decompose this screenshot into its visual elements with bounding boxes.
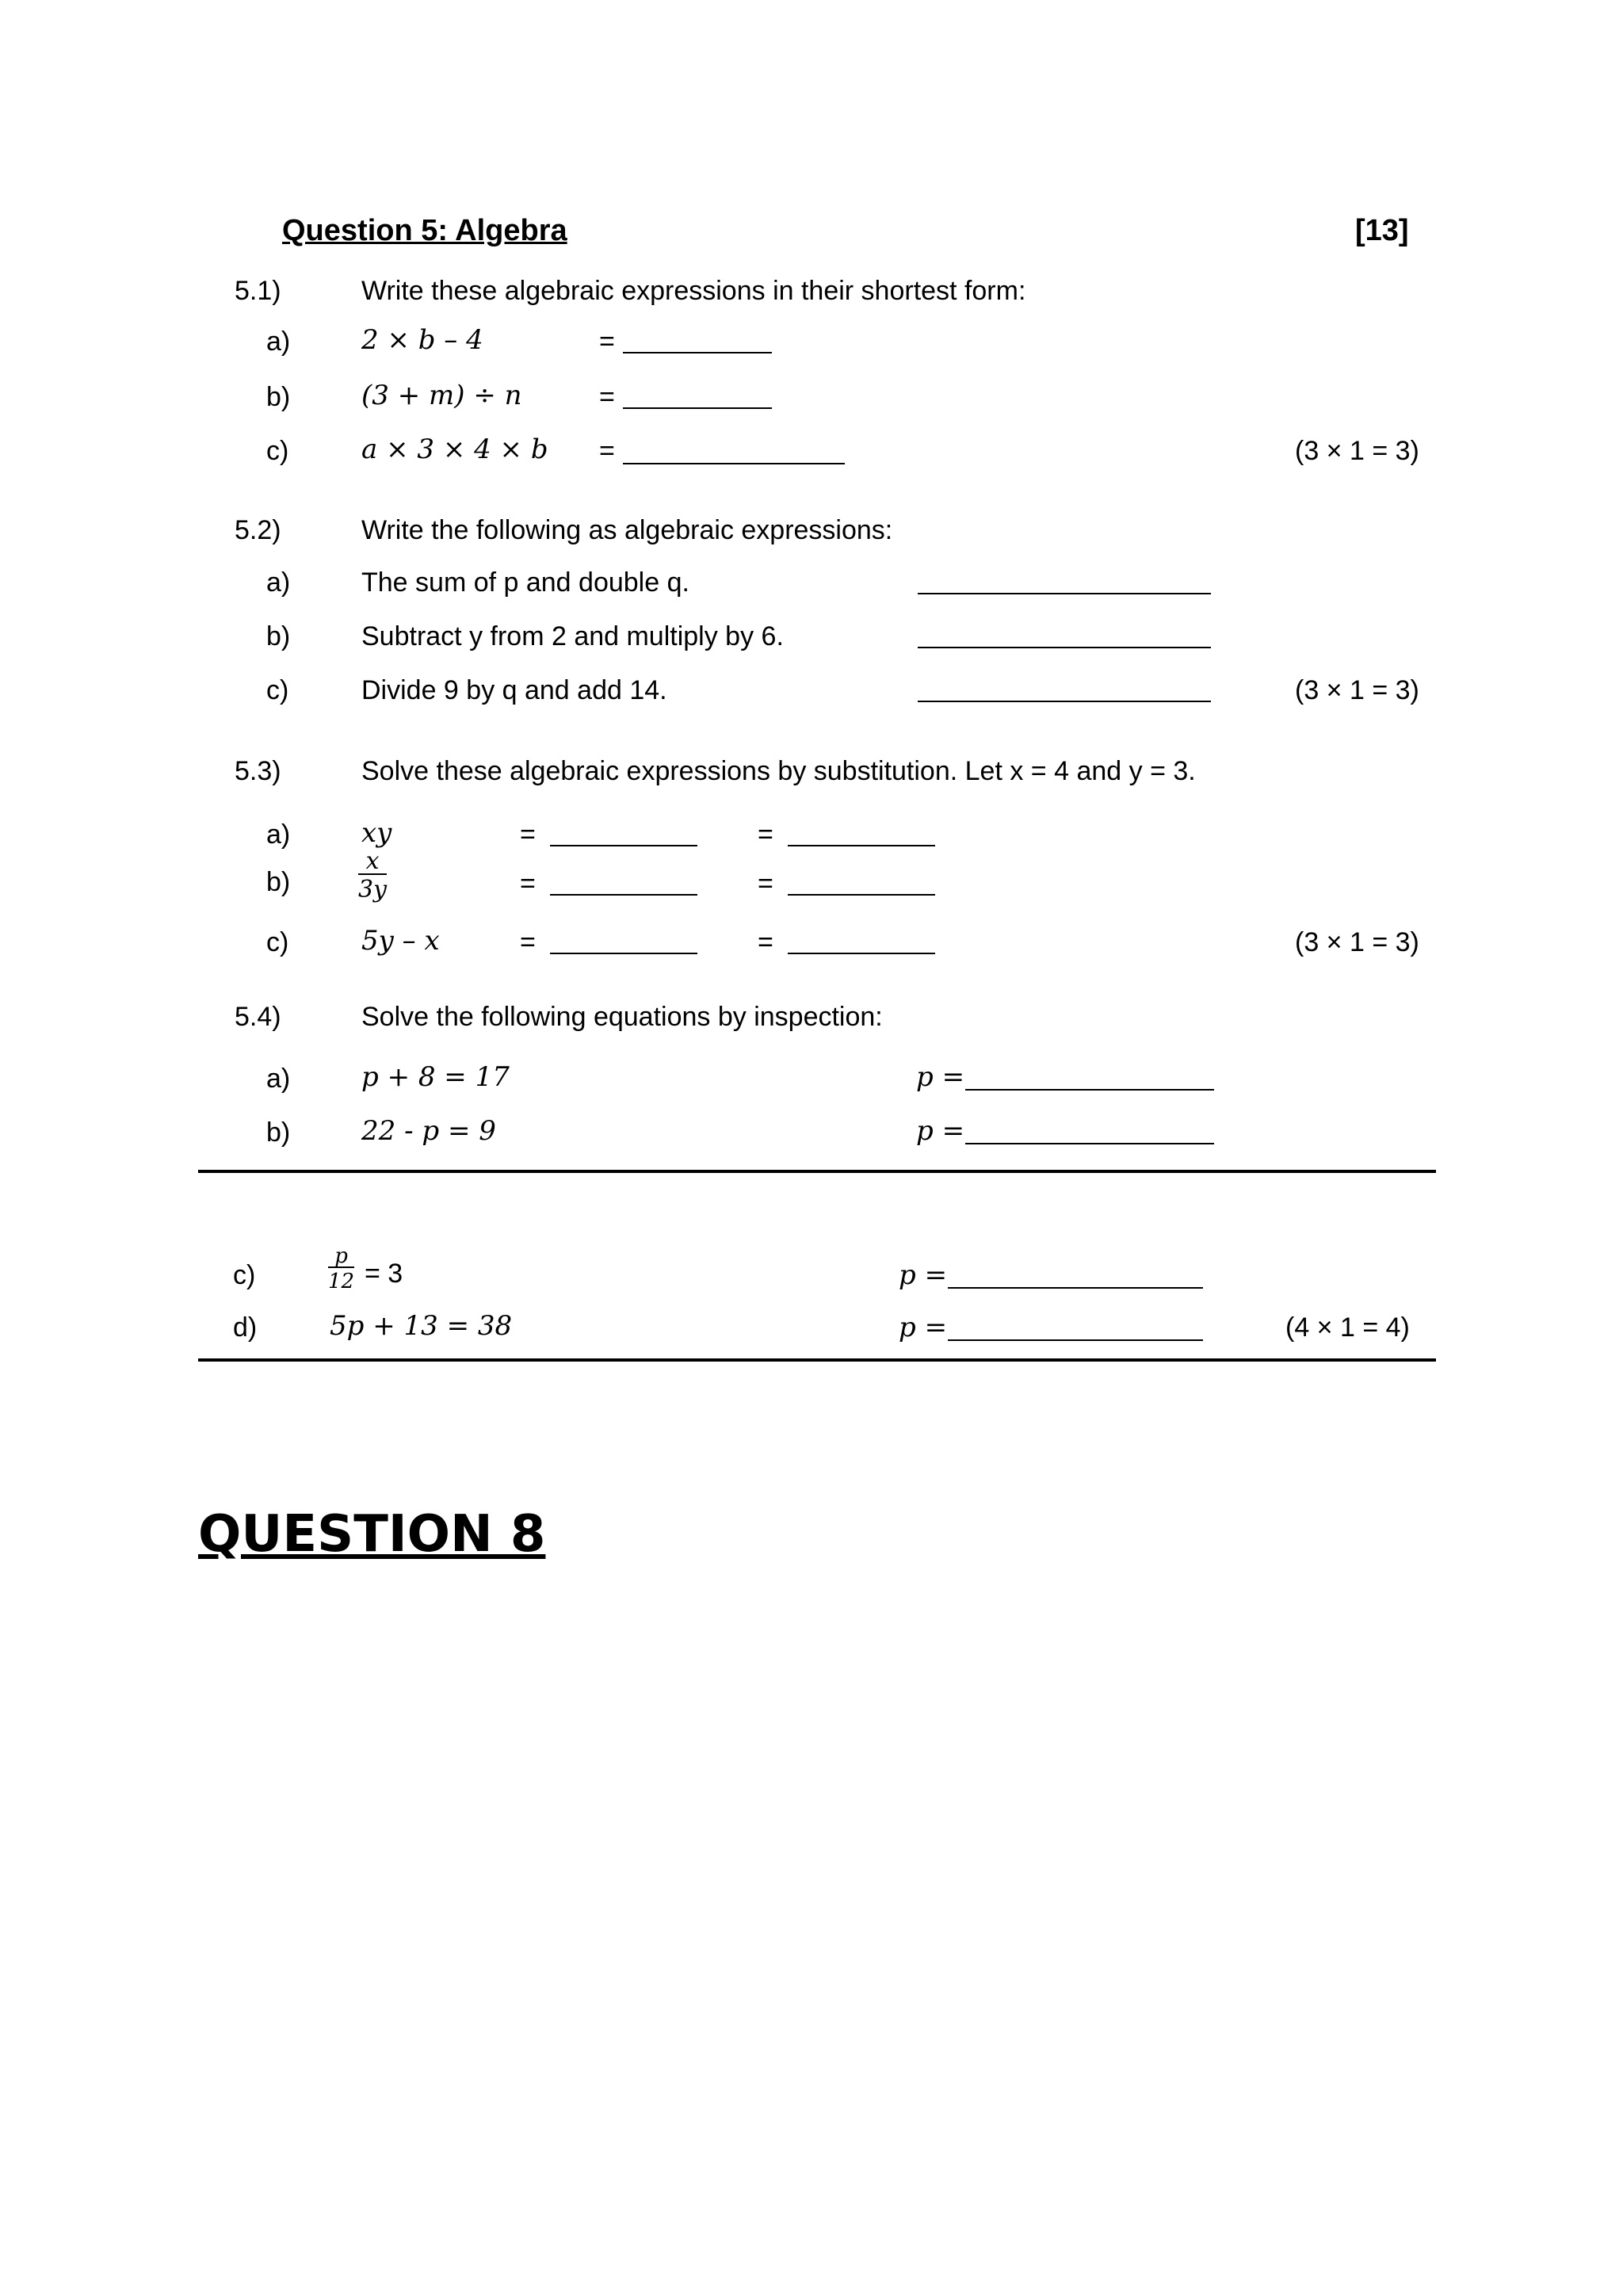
q5-4a-equation: p + 8 = 17 [361, 1061, 510, 1093]
q5-2a-label: a) [266, 567, 291, 598]
q5-3-marks: (3 × 1 = 3) [1295, 927, 1419, 957]
q5-3c-equals-2: = [758, 927, 773, 957]
q5-3-instruction: Solve these algebraic expressions by substitution. Let x = 4 and y = 3. [361, 756, 1196, 786]
q5-4a-answer-line[interactable] [965, 1089, 1214, 1091]
q5-4c-fraction [328, 1246, 354, 1292]
q5-1a-expression: 2 × b – 4 [361, 324, 483, 356]
q5-1a-equals: = [599, 327, 615, 357]
q5-1c-equals: = [599, 436, 615, 466]
q5-4a-label: a) [266, 1064, 291, 1094]
q5-4c-numerator: p [328, 1246, 354, 1268]
q5-3b-label: b) [266, 867, 291, 897]
q5-3b-answer-line-2[interactable] [788, 894, 935, 896]
q5-4d-label: d) [233, 1312, 258, 1343]
q5-2b-text: Subtract y from 2 and multiply by 6. [361, 621, 784, 651]
q5-2-number: 5.2) [235, 515, 281, 545]
q5-3b-fraction [358, 847, 388, 904]
q5-2c-answer-line[interactable] [918, 701, 1211, 702]
q5-4d-answer-line[interactable] [948, 1339, 1203, 1341]
q5-1-marks: (3 × 1 = 3) [1295, 436, 1419, 466]
divider-top [198, 1170, 1436, 1173]
q5-2-marks: (3 × 1 = 3) [1295, 675, 1419, 705]
q5-2a-text: The sum of p and double q. [361, 567, 689, 598]
q5-4c-denominator: 12 [328, 1270, 355, 1293]
q5-3a-equals-1: = [520, 819, 536, 850]
q5-4d-answer-prefix: p = [899, 1312, 948, 1343]
q5-2b-answer-line[interactable] [918, 647, 1211, 648]
q5-3a-expression: xy [361, 817, 392, 849]
question-8-heading: QUESTION 8 [198, 1505, 546, 1564]
q5-1-number: 5.1) [235, 276, 281, 306]
q5-4d-equation: 5p + 13 = 38 [330, 1310, 513, 1342]
q5-1b-answer-line[interactable] [623, 407, 772, 409]
q5-3c-expression: 5y – x [361, 925, 440, 957]
q5-3c-answer-line-2[interactable] [788, 953, 935, 954]
q5-3b-answer-line-1[interactable] [550, 894, 697, 896]
q5-3-number: 5.3) [235, 756, 281, 786]
q5-1b-label: b) [266, 382, 291, 412]
q5-4-number: 5.4) [235, 1002, 281, 1032]
q5-1c-label: c) [266, 436, 289, 466]
q5-3a-label: a) [266, 819, 291, 850]
q5-3c-equals-1: = [520, 927, 536, 957]
q5-4-marks: (4 × 1 = 4) [1285, 1312, 1410, 1343]
q5-4b-equation: 22 - p = 9 [361, 1115, 496, 1147]
q5-4a-answer-prefix: p = [916, 1061, 965, 1093]
q5-1a-label: a) [266, 327, 291, 357]
q5-3b-numerator: x [358, 850, 387, 875]
q5-3a-answer-line-2[interactable] [788, 845, 935, 846]
divider-bottom [198, 1358, 1436, 1362]
q5-3b-equals-2: = [758, 869, 773, 899]
section-title: Question 5: Algebra [282, 214, 567, 247]
q5-3b-equals-1: = [520, 869, 536, 899]
q5-2-instruction: Write the following as algebraic expressions: [361, 515, 893, 545]
q5-4c-rhs: = 3 [365, 1259, 403, 1289]
q5-2c-text: Divide 9 by q and add 14. [361, 675, 667, 705]
q5-4-instruction: Solve the following equations by inspection: [361, 1002, 883, 1032]
q5-2b-label: b) [266, 621, 291, 651]
q5-1c-answer-line[interactable] [623, 463, 845, 464]
q5-3a-answer-line-1[interactable] [550, 845, 697, 846]
q5-1a-answer-line[interactable] [623, 352, 772, 353]
q5-1b-expression: (3 + m) ÷ n [361, 380, 522, 411]
q5-4b-answer-line[interactable] [965, 1143, 1214, 1144]
q5-4b-label: b) [266, 1117, 291, 1148]
q5-4c-answer-prefix: p = [899, 1259, 948, 1291]
q5-2c-label: c) [266, 675, 289, 705]
q5-1-instruction: Write these algebraic expressions in their shortest form: [361, 276, 1026, 306]
q5-3a-equals-2: = [758, 819, 773, 850]
q5-2a-answer-line[interactable] [918, 593, 1211, 594]
q5-3b-denominator: 3y [358, 876, 388, 904]
q5-1c-expression: a × 3 × 4 × b [361, 434, 548, 465]
q5-4b-answer-prefix: p = [916, 1115, 965, 1147]
q5-4c-answer-line[interactable] [948, 1287, 1203, 1289]
q5-3c-label: c) [266, 927, 289, 957]
total-marks: [13] [1355, 214, 1409, 247]
q5-3c-answer-line-1[interactable] [550, 953, 697, 954]
q5-1b-equals: = [599, 382, 615, 412]
q5-4c-label: c) [233, 1260, 256, 1290]
